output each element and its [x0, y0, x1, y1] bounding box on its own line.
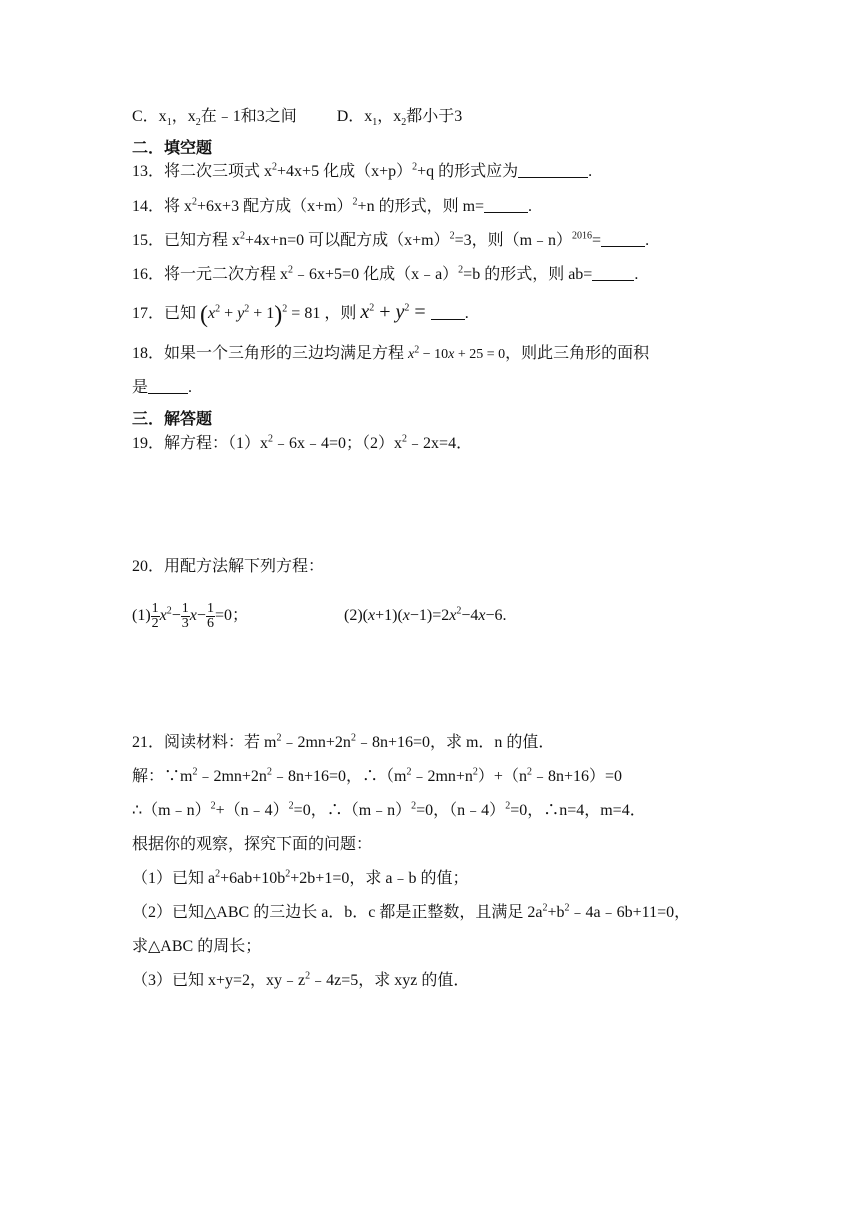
question-18: 18．如果一个三角形的三边均满足方程 $x^2 - 10x + 25 = 0$，则此三角形的面积: [132, 344, 650, 362]
question-20-equations: [132, 596, 507, 636]
section-heading-fill-blank: 二．填空题: [132, 140, 213, 157]
option-d: D．$x_1$，$x_2$都小于3: [336, 108, 463, 129]
fraction: $\frac{1}{3}$: [181, 600, 189, 631]
math-expression: $(x^2 + y^2 + 1)^2 = 81$: [200, 302, 321, 328]
question-20-title: 20．用配方法解下列方程：: [132, 558, 325, 575]
answer-blank: [592, 266, 634, 281]
question-17: 17．已知 $(x^2 + y^2 + 1)^2 = 81$ ，则 $x^2 + y^2$ = .: [132, 301, 469, 328]
answer-blank: [484, 198, 528, 213]
answer-blank: [148, 379, 188, 394]
question-21-part-1: （1）已知 $a^2+6ab+10b^2+2b+1=0$，求 a﹣b 的值；: [132, 868, 469, 887]
answer-blank: [518, 163, 588, 178]
question-21-line-4: 根据你的观察，探究下面的问题：: [132, 836, 373, 853]
section-heading-solve: 三．解答题: [132, 411, 213, 428]
math-expression: $x^2 + y^2$ =: [360, 301, 431, 323]
question-14: 14．将 $x^2+6x+3$ 配方成$(x+m)^2+n$ 的形式，则 m= .: [132, 196, 533, 215]
answer-blank: [601, 232, 645, 247]
fraction: $\frac{1}{6}$: [206, 600, 214, 631]
equation-2: $(2)(x+1)(x-1)=2x^2-4x-6$.: [344, 605, 507, 624]
option-c: C．$x_1$，$x_2$在﹣1和3之间: [132, 108, 297, 129]
question-16: 16．将一元二次方程 $x^2﹣6x+5=0$ 化成（x﹣a）$^2$=b 的形式，则 ab= .: [132, 264, 639, 283]
question-21-part-3: （3）已知 x+y=2，$xy﹣z^2﹣4z=5$，求 xyz 的值．: [132, 970, 470, 989]
question-18-line-2: 是 .: [132, 379, 193, 396]
question-21-line-2: 解：$\because m^2﹣2mn+2n^2﹣8n+16=0$，$\therefore(m^2﹣2mn+n^2)+(n^2﹣8n+16)=0$: [132, 766, 623, 785]
options-row: [132, 107, 462, 127]
question-21-line-1: 21．阅读材料：若 $m^2﹣2mn+2n^2﹣8n+16=0$，求 m．n 的值．: [132, 732, 555, 751]
math-expression: $x^2 - 10x + 25 = 0$: [408, 344, 506, 362]
question-15: 15．已知方程 $x^2+4x+n=0$ 可以配方成$(x+m)^2=3$，则（m﹣n）$^{2016}$= .: [132, 230, 650, 249]
equation-1: (1) $\frac{1}{2}$ $x^2-$ $\frac{1}{3}$ x− $\frac{1}{6}$ =0；: [132, 600, 248, 631]
question-19: 19．解方程：$(1)x^2﹣6x﹣4=0$；$(2)x^2﹣2x=4$．: [132, 433, 473, 452]
question-21-part-2: （2）已知△ABC 的三边长 a．b．c 都是正整数，且满足 $2a^2+b^2﹣4a﹣6b+11=0$，: [132, 902, 691, 921]
fraction: $\frac{1}{2}$: [151, 600, 159, 631]
question-21-line-3: ∴（m﹣n）$^2$+（n﹣4）$^2$=0，∴（m﹣n）$^2$=0，（n﹣4）$^2$=0，∴n=4，m=4．: [132, 800, 646, 819]
question-13: 13．将二次三项式 $x^2+4x+5$ 化成$(x+p)^2+q$ 的形式应为 .: [132, 161, 593, 180]
question-21-part-2-line-2: 求△ABC 的周长；: [132, 938, 262, 955]
answer-blank: [431, 305, 465, 320]
